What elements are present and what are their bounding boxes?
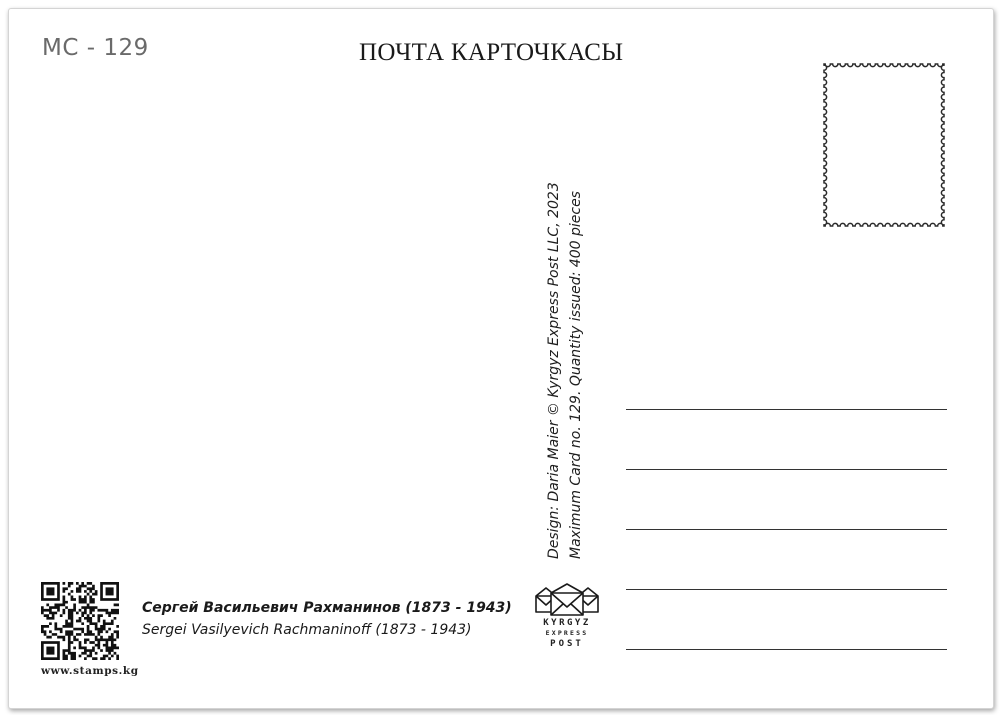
- stamp-perforation-outline: [824, 64, 944, 226]
- qr-finder-center: [106, 587, 114, 595]
- postcard: [8, 8, 994, 709]
- qr-finder-center: [46, 587, 54, 595]
- subject-name-en: Sergei Vasilyevich Rachmaninoff (1873 - 1943): [142, 622, 472, 638]
- kyrgyz-express-post-logo: [533, 583, 601, 673]
- card-title: ПОЧТА КАРТОЧКАСЫ: [359, 39, 624, 66]
- address-line[interactable]: [626, 649, 947, 650]
- subject-name-ru: Сергей Васильевич Рахманинов (1873 - 1943): [142, 600, 512, 616]
- address-line[interactable]: [626, 409, 947, 410]
- logo-text-kyrgyz: KYRGYZ: [543, 618, 591, 628]
- credits-line-quantity: Maximum Card no. 129. Quantity issued: 400 pieces: [568, 191, 584, 559]
- logo-text-post: POST: [550, 639, 584, 649]
- envelope-logo-icon: [533, 583, 601, 617]
- website-link[interactable]: www.stamps.kg: [41, 665, 139, 677]
- qr-code-icon[interactable]: [41, 582, 119, 660]
- logo-text-express: EXPRESS: [545, 629, 589, 637]
- stamp-placeholder-icon: [821, 61, 947, 229]
- card-code: MC - 129: [42, 35, 149, 61]
- credits-block: [543, 139, 595, 559]
- address-line[interactable]: [626, 589, 947, 590]
- credits-line-design: Design: Daria Maier © Kyrgyz Express Post LLC, 2023: [546, 182, 562, 559]
- qr-finder-center: [46, 647, 54, 655]
- address-line[interactable]: [626, 529, 947, 530]
- address-line[interactable]: [626, 469, 947, 470]
